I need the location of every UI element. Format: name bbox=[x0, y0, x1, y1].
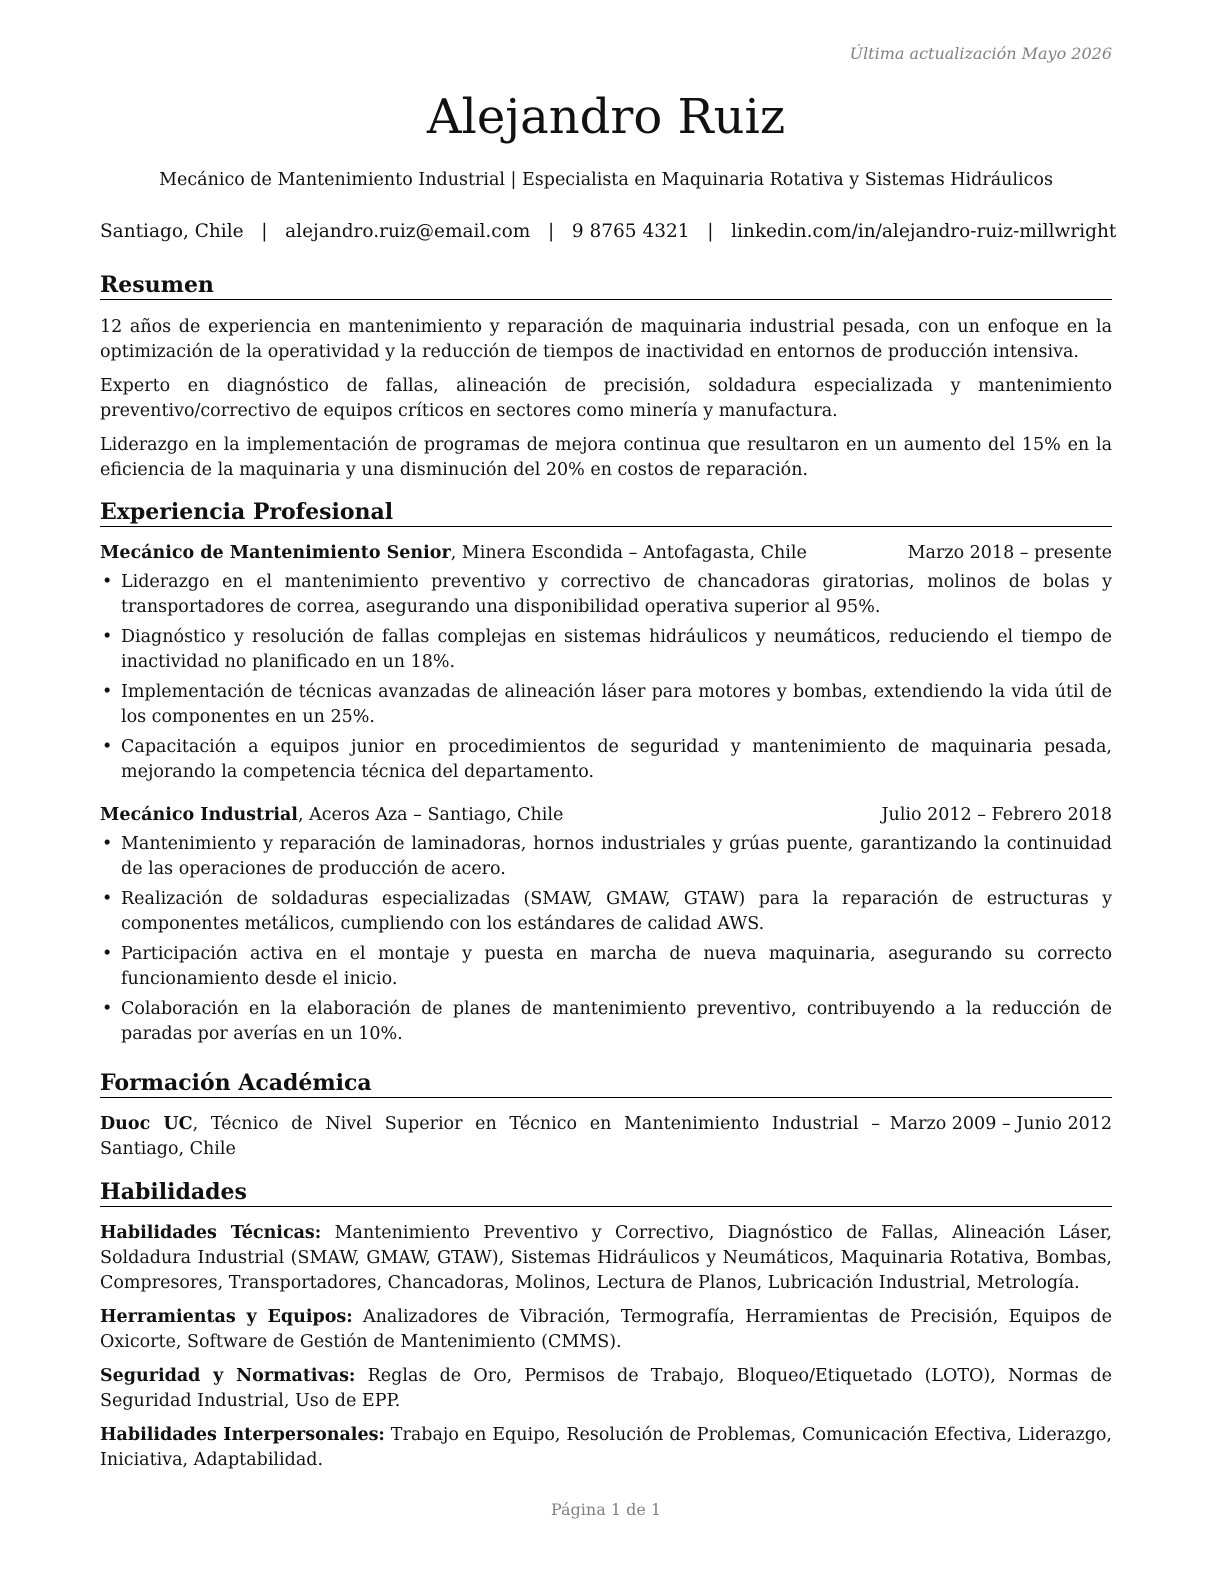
education-institution: Duoc UC bbox=[100, 1114, 193, 1134]
job-role: Mecánico de Mantenimiento Senior bbox=[100, 543, 451, 563]
resume-page bbox=[100, 0, 1117, 1584]
bullet-text: Mantenimiento y reparación de laminadoras, hornos industriales y grúas puente, garantizando la continuidad de las operaciones de producción de acero. bbox=[121, 834, 1112, 879]
skill-group-label: Herramientas y Equipos: bbox=[100, 1307, 353, 1327]
skills-section bbox=[100, 1178, 1112, 1473]
contact-separator: | bbox=[547, 221, 555, 242]
skill-group-label: Seguridad y Normativas: bbox=[100, 1366, 356, 1386]
contact-separator: | bbox=[261, 221, 268, 242]
bullet-glyph: • bbox=[102, 999, 113, 1019]
list-item bbox=[100, 625, 1112, 675]
list-item bbox=[100, 942, 1112, 992]
section-title-skills: Habilidades bbox=[100, 1178, 1112, 1207]
bullet-glyph: • bbox=[102, 889, 113, 909]
summary-paragraph: 12 años de experiencia en mantenimiento y reparación de maquinaria industrial pesada, con un enfoque en la optimización de la operatividad y la reducción de tiempos de inactividad en entornos de producción intensiva. bbox=[100, 317, 1112, 362]
bullet-glyph: • bbox=[102, 834, 113, 854]
bullet-glyph: • bbox=[102, 627, 113, 647]
bullet-text: Capacitación a equipos junior en procedimientos de seguridad y mantenimiento de maquinaria pesada, mejorando la competencia técnica del departamento. bbox=[121, 737, 1112, 782]
summary-paragraph: Experto en diagnóstico de fallas, alineación de precisión, soldadura especializada y mantenimiento preventivo/correctivo de equipos críticos en sectores como minería y manufactura. bbox=[100, 376, 1112, 421]
experience-section bbox=[100, 498, 1112, 1047]
contact-email[interactable]: alejandro.ruiz@email.com bbox=[285, 221, 531, 242]
bullet-text: Implementación de técnicas avanzadas de alineación láser para motores y bombas, extendiendo la vida útil de los componentes en un 25%. bbox=[121, 682, 1112, 727]
contact-phone[interactable]: 9 8765 4321 bbox=[571, 221, 690, 242]
contact-city: Santiago, Chile bbox=[100, 221, 244, 242]
job-company: , Minera Escondida – Antofagasta, Chile bbox=[450, 543, 807, 563]
skill-group-label: Habilidades Interpersonales: bbox=[100, 1425, 385, 1445]
skill-group-text: Mantenimiento Preventivo y Correctivo, Diagnóstico de Fallas, Alineación Láser, Soldadura Industrial (SMAW, GMAW, GTAW), Sistemas Hidráulicos y Neumáticos, Maquinaria Rotativa, Bombas, Compresores, Transportadores, Chancadoras, Molinos, Lectura de Planos, Lubricación Industrial, Metrología. bbox=[100, 1223, 1112, 1293]
job-dates: Marzo 2018 – presente bbox=[907, 543, 1112, 563]
list-item bbox=[100, 997, 1112, 1047]
job-entry bbox=[100, 803, 1112, 1047]
section-title-experience: Experiencia Profesional bbox=[100, 498, 1112, 527]
contact-linkedin[interactable]: linkedin.com/in/alejandro-ruiz-millwright bbox=[731, 221, 1117, 242]
job-entry bbox=[100, 541, 1112, 785]
job-header bbox=[100, 803, 1112, 828]
bullet-glyph: • bbox=[102, 737, 113, 757]
job-company: , Aceros Aza – Santiago, Chile bbox=[297, 805, 564, 825]
education-dates: Marzo 2009 – Junio 2012 bbox=[889, 1114, 1112, 1134]
skill-group-text: Analizadores de Vibración, Termografía, Herramientas de Precisión, Equipos de Oxicorte, Software de Gestión de Mantenimiento (CMMS). bbox=[100, 1307, 1112, 1352]
job-bullets bbox=[100, 570, 1112, 785]
list-item bbox=[100, 887, 1112, 937]
candidate-name: Alejandro Ruiz bbox=[426, 89, 786, 145]
section-title-summary: Resumen bbox=[100, 271, 1112, 300]
list-item bbox=[100, 570, 1112, 620]
contact-line bbox=[100, 219, 1117, 245]
job-header bbox=[100, 541, 1112, 566]
skill-group-text: Reglas de Oro, Permisos de Trabajo, Bloqueo/Etiquetado (LOTO), Normas de Seguridad Industrial, Uso de EPP. bbox=[100, 1366, 1113, 1411]
bullet-glyph: • bbox=[102, 944, 113, 964]
list-item bbox=[100, 735, 1112, 785]
bullet-text: Colaboración en la elaboración de planes de mantenimiento preventivo, contribuyendo a la reducción de paradas por averías en un 10%. bbox=[121, 999, 1112, 1044]
summary-paragraph: Liderazgo en la implementación de programas de mejora continua que resultaron en un aumento del 15% en la eficiencia de la maquinaria y una disminución del 20% en costos de reparación. bbox=[100, 435, 1112, 480]
skill-group bbox=[100, 1221, 1112, 1296]
bullet-glyph: • bbox=[102, 682, 113, 702]
skill-group bbox=[100, 1423, 1112, 1473]
bullet-text: Diagnóstico y resolución de fallas complejas en sistemas hidráulicos y neumáticos, reduciendo el tiempo de inactividad no planificado en un 18%. bbox=[121, 627, 1112, 672]
job-role: Mecánico Industrial bbox=[100, 805, 298, 825]
job-title-line bbox=[100, 541, 807, 566]
education-detail: , Técnico de Nivel Superior en Técnico en Mantenimiento Industrial – Santiago, Chile bbox=[100, 1114, 880, 1159]
bullet-text: Participación activa en el montaje y puesta en marcha de nueva maquinaria, asegurando su correcto funcionamiento desde el inicio. bbox=[121, 944, 1112, 989]
contact-separator: | bbox=[707, 221, 714, 242]
summary-section bbox=[100, 271, 1112, 483]
job-dates: Julio 2012 – Febrero 2018 bbox=[881, 805, 1112, 825]
skill-group bbox=[100, 1364, 1112, 1414]
skill-group-text: Trabajo en Equipo, Resolución de Problemas, Comunicación Efectiva, Liderazgo, Iniciativa, Adaptabilidad. bbox=[100, 1425, 1112, 1470]
section-title-education: Formación Académica bbox=[100, 1069, 1112, 1098]
bullet-glyph: • bbox=[102, 572, 113, 592]
list-item bbox=[100, 680, 1112, 730]
education-section bbox=[100, 1069, 1112, 1162]
job-bullets bbox=[100, 832, 1112, 1047]
page-number: Página 1 de 1 bbox=[550, 1500, 662, 1519]
education-entry bbox=[100, 1112, 1112, 1162]
skill-group-label: Habilidades Técnicas: bbox=[100, 1223, 322, 1243]
last-updated: Última actualización Mayo 2026 bbox=[849, 44, 1112, 63]
bullet-text: Liderazgo en el mantenimiento preventivo y correctivo de chancadoras giratorias, molinos de bolas y transportadores de correa, asegurando una disponibilidad operativa superior al 95%. bbox=[121, 572, 1112, 617]
headline: Mecánico de Mantenimiento Industrial | Especialista en Maquinaria Rotativa y Sistemas Hidráulicos bbox=[159, 170, 1053, 190]
job-title-line bbox=[100, 803, 563, 828]
bullet-text: Realización de soldaduras especializadas (SMAW, GMAW, GTAW) para la reparación de estructuras y componentes metálicos, cumpliendo con los estándares de calidad AWS. bbox=[121, 889, 1112, 934]
education-text bbox=[100, 1112, 880, 1162]
list-item bbox=[100, 832, 1112, 882]
skill-group bbox=[100, 1305, 1112, 1355]
